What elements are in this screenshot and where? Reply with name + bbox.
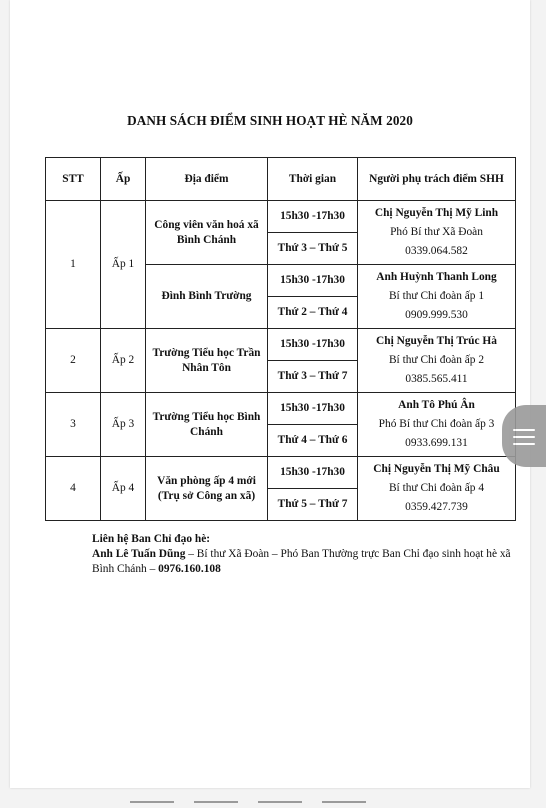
person-phone: 0933.699.131 [405, 437, 468, 449]
schedule-table [45, 157, 516, 521]
footer-heading: Liên hệ Ban Chỉ đạo hè: [92, 533, 211, 545]
cell-person [358, 457, 516, 521]
cell-location: Trường Tiểu học Bình Chánh [146, 393, 268, 457]
cell-stt: 2 [46, 329, 101, 393]
contact-phone: 0976.160.108 [158, 563, 221, 575]
cell-time: 15h30 -17h30 [268, 201, 358, 233]
cell-stt: 1 [46, 201, 101, 329]
bottom-indicator [130, 790, 430, 792]
cell-ap: Ấp 1 [101, 201, 146, 329]
cell-person [358, 393, 516, 457]
person-phone: 0385.565.411 [405, 373, 468, 385]
cell-time: 15h30 -17h30 [268, 329, 358, 361]
header-location: Địa điểm [146, 158, 268, 201]
cell-time: 15h30 -17h30 [268, 457, 358, 489]
person-phone: 0909.999.530 [405, 309, 468, 321]
cell-ap: Ấp 2 [101, 329, 146, 393]
header-person: Người phụ trách điểm SHH [358, 158, 516, 201]
person-role: Phó Bí thư Xã Đoàn [390, 226, 483, 238]
header-time: Thời gian [268, 158, 358, 201]
menu-lines-icon [513, 429, 535, 450]
person-name: Chị Nguyễn Thị Mỹ Châu [373, 463, 500, 475]
cell-location: Công viên văn hoá xã Bình Chánh [146, 201, 268, 265]
person-role: Phó Bí thư Chi đoàn ấp 3 [378, 418, 495, 430]
contact-footer [50, 532, 520, 577]
cell-location: Đình Bình Trường [146, 265, 268, 329]
cell-days: Thứ 3 – Thứ 7 [268, 361, 358, 393]
cell-stt: 4 [46, 457, 101, 521]
cell-days: Thứ 5 – Thứ 7 [268, 489, 358, 521]
person-role: Bí thư Chi đoàn ấp 2 [388, 354, 485, 366]
scroll-handle[interactable] [502, 405, 546, 467]
cell-days: Thứ 3 – Thứ 5 [268, 233, 358, 265]
cell-ap: Ấp 3 [101, 393, 146, 457]
header-stt: STT [46, 158, 101, 201]
cell-time: 15h30 -17h30 [268, 265, 358, 297]
table-row [46, 457, 516, 489]
person-role: Bí thư Chi đoàn ấp 4 [388, 482, 485, 494]
cell-time: 15h30 -17h30 [268, 393, 358, 425]
cell-days: Thứ 4 – Thứ 6 [268, 425, 358, 457]
person-name: Chị Nguyễn Thị Mỹ Linh [374, 207, 499, 219]
person-phone: 0339.064.582 [405, 245, 468, 257]
cell-person [358, 201, 516, 265]
contact-role: – Bí thư Xã Đoàn – Phó Ban Thường trực Ban Chỉ đạo sinh hoạt hè xã Bình Chánh – [92, 548, 511, 575]
table-row [46, 201, 516, 233]
table-row [46, 393, 516, 425]
cell-location: Trường Tiểu học Trần Nhân Tôn [146, 329, 268, 393]
person-phone: 0359.427.739 [405, 501, 468, 513]
cell-days: Thứ 2 – Thứ 4 [268, 297, 358, 329]
table-row [46, 329, 516, 361]
person-name: Chị Nguyễn Thị Trúc Hà [376, 335, 497, 347]
cell-person [358, 265, 516, 329]
contact-name: Anh Lê Tuấn Dũng [92, 548, 186, 560]
header-ap: Ấp [101, 158, 146, 201]
cell-ap: Ấp 4 [101, 457, 146, 521]
table-header-row [46, 158, 516, 201]
document-page [10, 0, 530, 788]
person-name: Anh Tô Phú Ân [398, 399, 475, 411]
cell-person [358, 329, 516, 393]
cell-location: Văn phòng ấp 4 mới (Trụ sở Công an xã) [146, 457, 268, 521]
person-name: Anh Huỳnh Thanh Long [376, 271, 497, 283]
document-title: DANH SÁCH ĐIỂM SINH HOẠT HÈ NĂM 2020 [127, 113, 413, 128]
person-role: Bí thư Chi đoàn ấp 1 [388, 290, 485, 302]
footer-contact [50, 547, 520, 577]
cell-stt: 3 [46, 393, 101, 457]
